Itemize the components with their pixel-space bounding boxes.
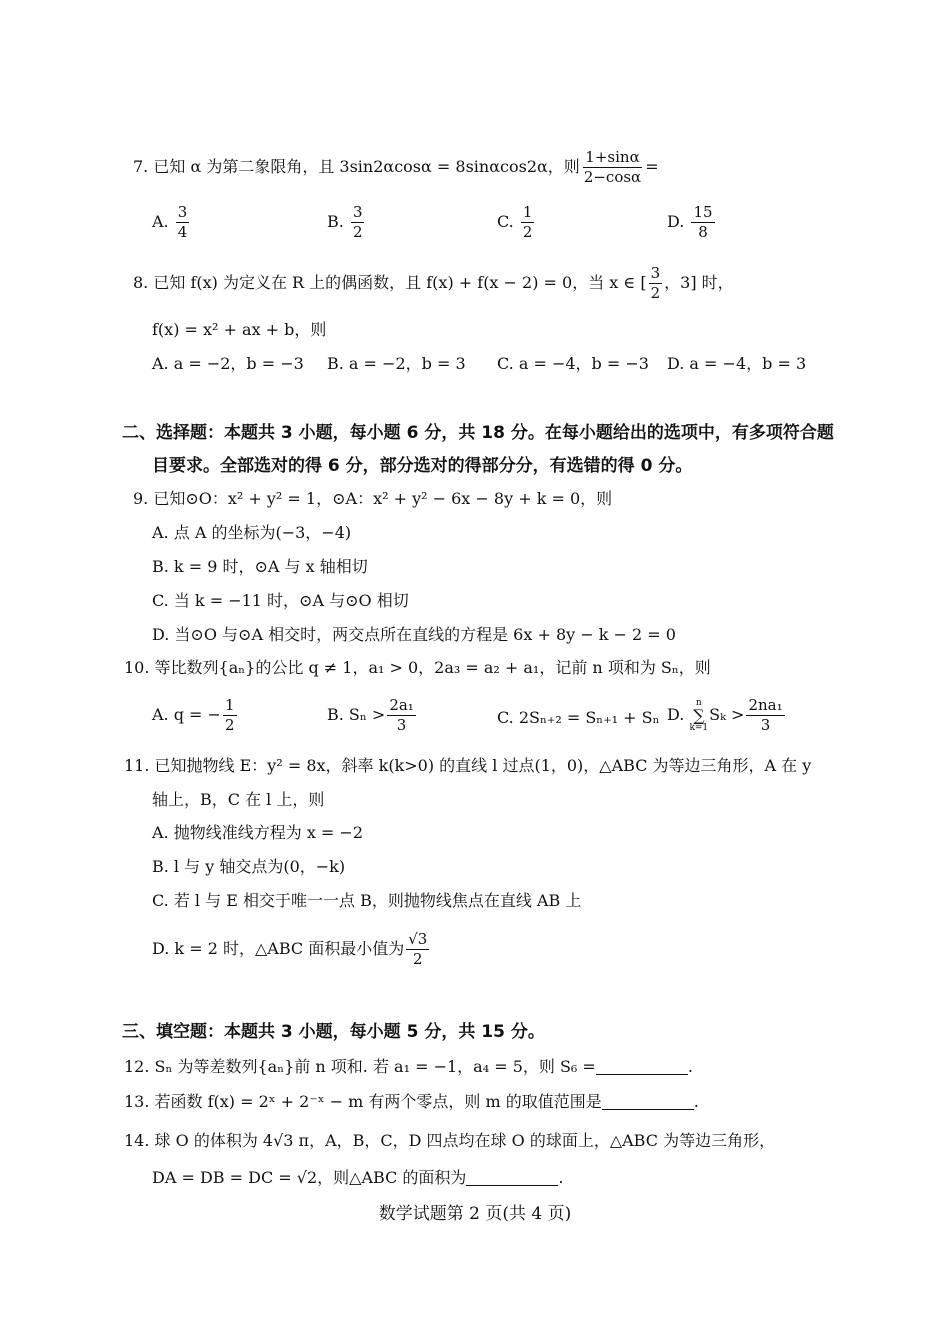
q8-option-a: A. a = −2，b = −3 [152, 354, 304, 373]
q13-answer-blank[interactable] [602, 1095, 694, 1110]
q14-line1: 14. 球 O 的体积为 4√3 π，A，B，C，D 四点均在球 O 的球面上，△ABC 为等边三角形， [124, 1131, 776, 1150]
q10-option-d: D. n ∑ k=1 Sₖ > $\frac{\text{2na₁}}{3}$ [667, 696, 783, 734]
q10-option-b: B. Sₙ > $\frac{\text{2a₁}}{3}$ [327, 696, 414, 734]
q9-option-a: A. 点 A 的坐标为(−3，−4) [152, 523, 352, 542]
q8-stem-line1: 8. 已知 f(x) 为定义在 R 上的偶函数，且 f(x) + f(x − 2) = 0，当 x ∈ [ $\frac{3}{2}$ ，3] 时， [133, 264, 734, 302]
q10-option-a: A. q = − $\frac{1}{2}$ [152, 696, 235, 734]
q8-option-b: B. a = −2，b = 3 [327, 354, 466, 373]
q7-fraction: $\frac{1+\sin\alpha}{2-\cos\alpha}$ [583, 148, 642, 186]
q8-option-d: D. a = −4，b = 3 [667, 354, 807, 373]
q7-stem: 7. 已知 α 为第二象限角，且 3sin2αcosα = 8sinαcos2α，则 $\frac{1+\sin\alpha}{2-\cos\alpha}$ = [133, 148, 659, 186]
q9-stem: 9. 已知⊙O：x² + y² = 1，⊙A：x² + y² − 6x − 8y + k = 0，则 [133, 489, 613, 508]
q13: 13. 若函数 f(x) = 2ˣ + 2⁻ˣ − m 有两个零点，则 m 的取值范围是 . [124, 1092, 699, 1111]
q11-option-d: D. k = 2 时，△ABC 面积最小值为 $\frac{√3}{2}$ [152, 930, 428, 968]
section2-heading-line1: 二、选择题：本题共 3 小题，每小题 6 分，共 18 分。在每小题给出的选项中，有多项符合题 [122, 423, 834, 443]
section2-heading-line2: 目要求。全部选对的得 6 分，部分选对的得部分分，有选错的得 0 分。 [152, 456, 693, 476]
q9-option-d: D. 当⊙O 与⊙A 相交时，两交点所在直线的方程是 6x + 8y − k − 2 = 0 [152, 625, 676, 644]
q11-stem-line1: 11. 已知抛物线 E：y² = 8x，斜率 k(k>0) 的直线 l 过点(1，0)，△ABC 为等边三角形，A 在 y [124, 756, 812, 775]
q8-stem-line2: f(x) = x² + ax + b，则 [152, 320, 327, 339]
q7-option-a: A. $\frac{3}{4}$ [152, 203, 188, 241]
page-footer: 数学试题第 2 页(共 4 页) [378, 1204, 572, 1224]
section3-heading: 三、填空题：本题共 3 小题，每小题 5 分，共 15 分。 [122, 1022, 545, 1042]
q14-answer-blank[interactable] [466, 1171, 558, 1186]
q12: 12. Sₙ 为等差数列{aₙ}前 n 项和. 若 a₁ = −1，a₄ = 5，则 S₆ = . [124, 1057, 693, 1076]
q11-stem-line2: 轴上，B，C 在 l 上，则 [152, 790, 325, 809]
q11-option-c: C. 若 l 与 E 相交于唯一一点 B，则抛物线焦点在直线 AB 上 [152, 891, 582, 910]
q9-option-c: C. 当 k = −11 时，⊙A 与⊙O 相切 [152, 591, 409, 610]
q8-option-c: C. a = −4，b = −3 [497, 354, 649, 373]
q9-option-b: B. k = 9 时，⊙A 与 x 轴相切 [152, 557, 368, 576]
q10-stem: 10. 等比数列{aₙ}的公比 q ≠ 1，a₁ > 0，2a₃ = a₂ + a₁，记前 n 项和为 Sₙ，则 [124, 658, 711, 677]
q7-option-d: D. $\frac{15}{8}$ [667, 203, 713, 241]
q14-line2: DA = DB = DC = √2，则△ABC 的面积为 . [152, 1168, 564, 1187]
sigma-sign: n ∑ k=1 [689, 697, 709, 733]
q12-answer-blank[interactable] [596, 1060, 688, 1075]
q11-option-b: B. l 与 y 轴交点为(0，−k) [152, 857, 346, 876]
q7-option-c: C. $\frac{1}{2}$ [497, 203, 533, 241]
q10-option-c: C. 2Sₙ₊₂ = Sₙ₊₁ + Sₙ [497, 708, 660, 727]
q11-option-a: A. 抛物线准线方程为 x = −2 [152, 823, 364, 842]
q7-option-b: B. $\frac{3}{2}$ [327, 203, 363, 241]
